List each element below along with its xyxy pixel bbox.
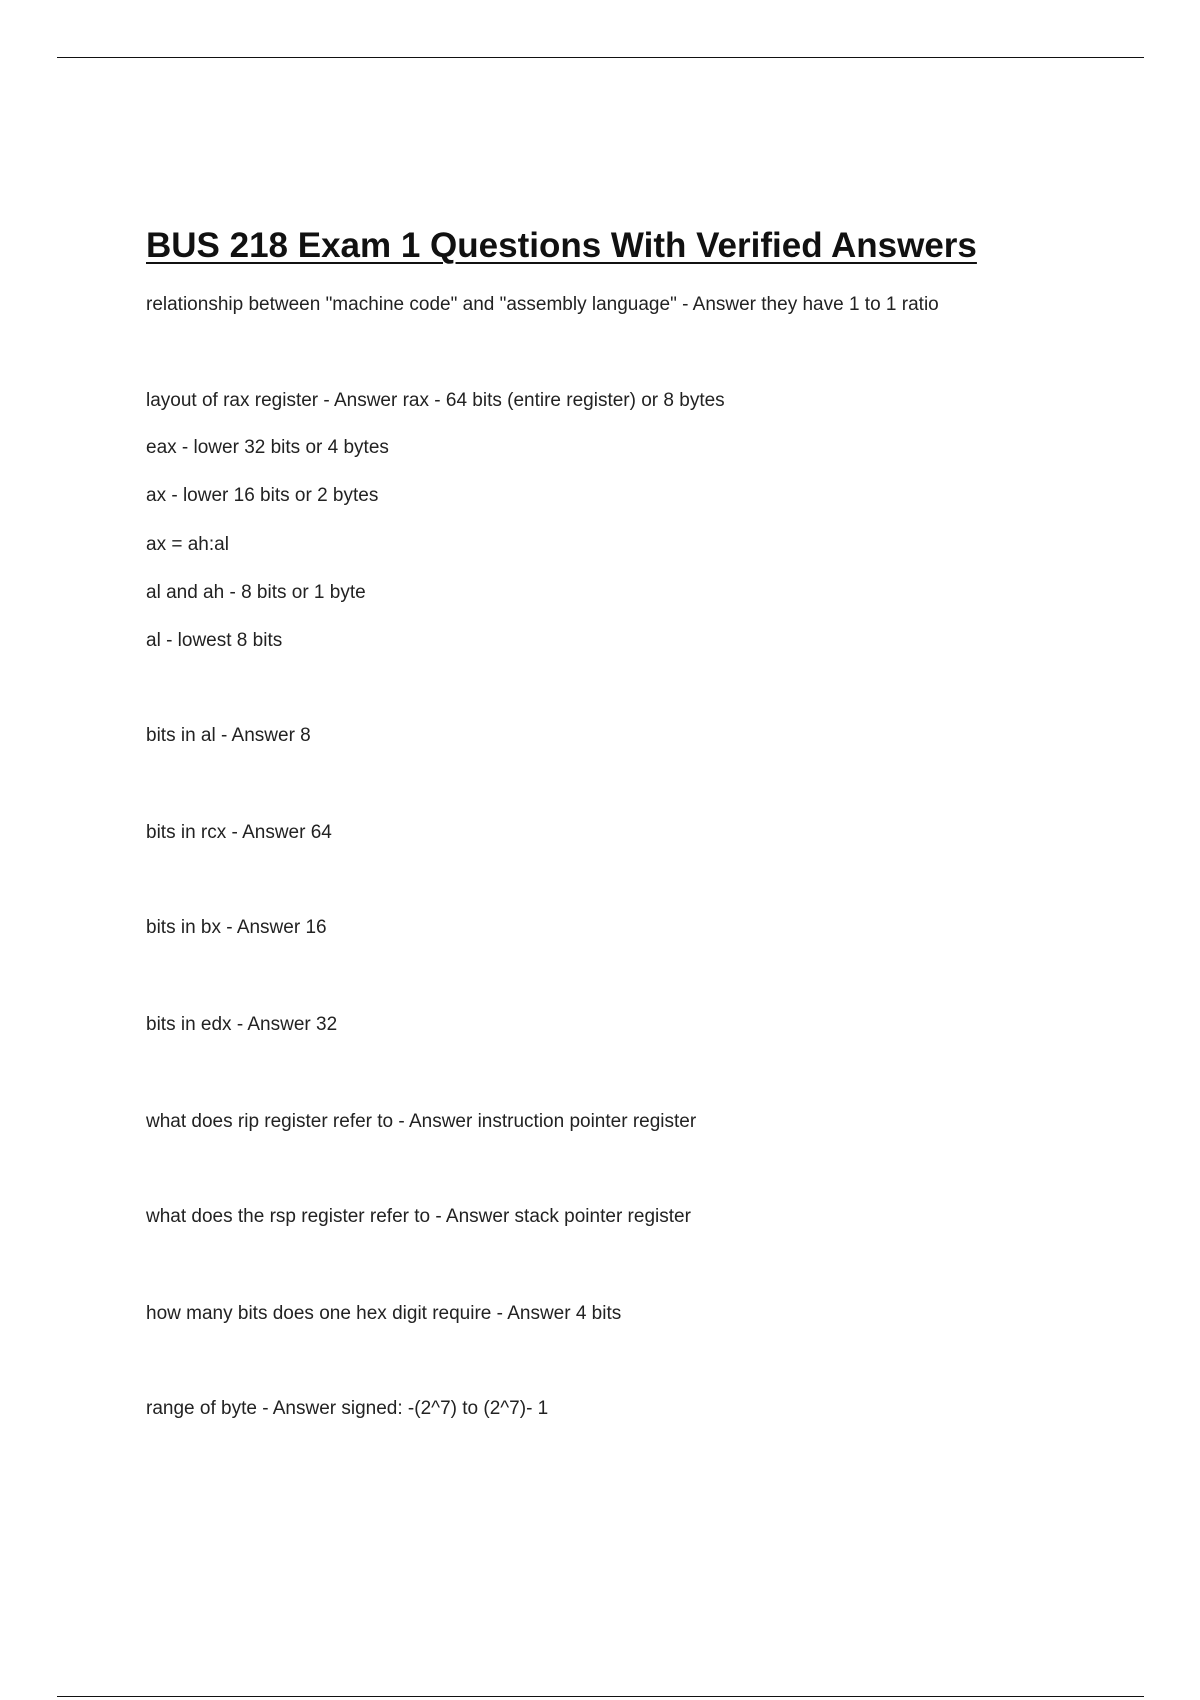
qa-line: relationship between "machine code" and "assembly language" - Answer they have 1 to 1 ratio	[146, 294, 939, 315]
qa-line: what does rip register refer to - Answer instruction pointer register	[146, 1111, 697, 1132]
qa-line: bits in al - Answer 8	[146, 725, 311, 746]
qa-line: bits in rcx - Answer 64	[146, 822, 332, 843]
footer-rule	[57, 1696, 1144, 1697]
qa-line: bits in edx - Answer 32	[146, 1014, 338, 1035]
qa-line: what does the rsp register refer to - Answer stack pointer register	[146, 1206, 691, 1227]
qa-line: range of byte - Answer signed: -(2^7) to (2^7)- 1	[146, 1398, 549, 1419]
qa-line: bits in bx - Answer 16	[146, 917, 327, 938]
qa-line: eax - lower 32 bits or 4 bytes	[146, 437, 389, 458]
qa-line: ax = ah:al	[146, 534, 229, 555]
qa-line: al - lowest 8 bits	[146, 630, 283, 651]
header-rule	[57, 57, 1144, 58]
qa-line: ax - lower 16 bits or 2 bytes	[146, 485, 379, 506]
qa-line: layout of rax register - Answer rax - 64 bits (entire register) or 8 bytes	[146, 390, 725, 411]
qa-line: how many bits does one hex digit require - Answer 4 bits	[146, 1303, 622, 1324]
document-title: BUS 218 Exam 1 Questions With Verified Answers	[146, 226, 977, 265]
qa-line: al and ah - 8 bits or 1 byte	[146, 582, 366, 603]
